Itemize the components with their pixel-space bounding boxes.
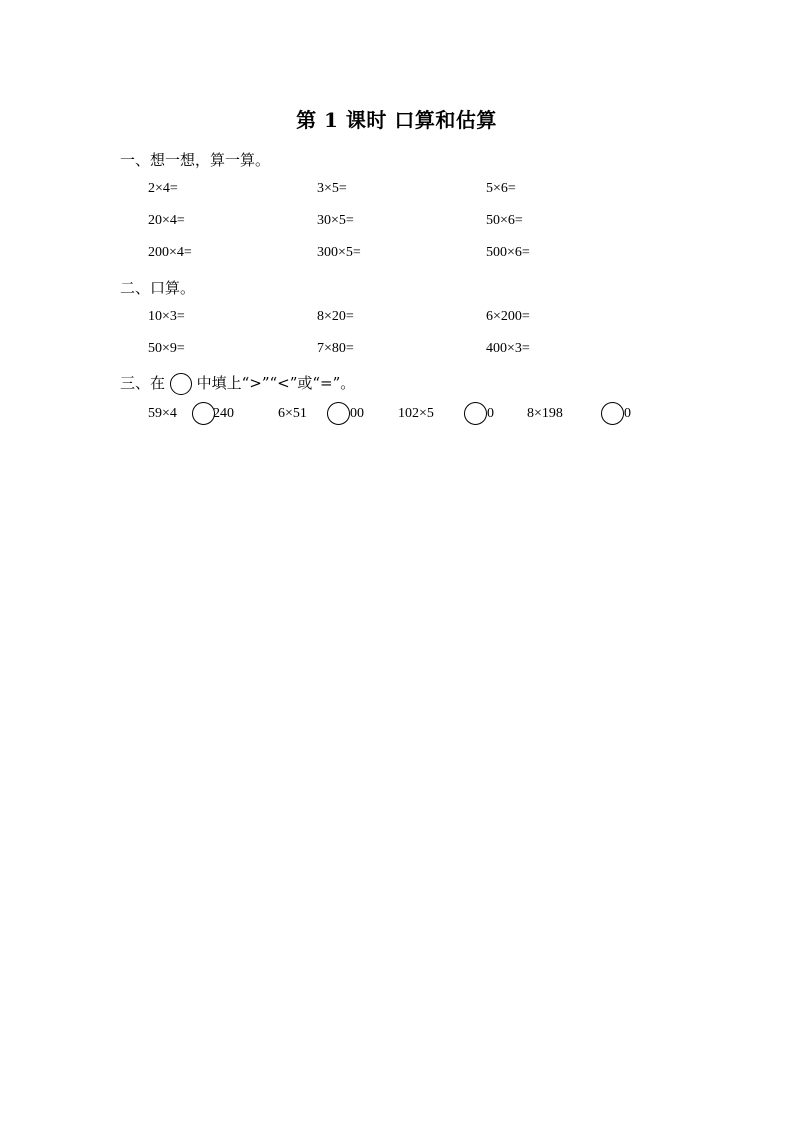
- section3-heading: [120, 372, 355, 395]
- answer-circle-input[interactable]: [327, 402, 350, 425]
- exercise-item: 50×9=: [148, 341, 185, 356]
- section3-heading-prefix: 三、在: [120, 374, 166, 392]
- exercise-item: 7×80=: [317, 341, 354, 356]
- compare-left: 6×51: [278, 406, 307, 421]
- exercise-item: 30×5=: [317, 213, 354, 228]
- compare-left: 102×5: [398, 406, 434, 421]
- exercise-item: 10×3=: [148, 309, 185, 324]
- exercise-item: 6×200=: [486, 309, 530, 324]
- exercise-item: 200×4=: [148, 245, 192, 260]
- exercise-item: 2×4=: [148, 181, 178, 196]
- page-title: 第 1 课时 口算和估算: [296, 108, 497, 132]
- answer-circle-input[interactable]: [464, 402, 487, 425]
- compare-left: 8×198: [527, 406, 563, 421]
- section3-heading-suffix: 中填上“>”“<”或“=”。: [196, 374, 356, 392]
- answer-circle-icon: [170, 373, 192, 395]
- compare-left: 59×4: [148, 406, 177, 421]
- section1-heading: 一、想一想，算一算。: [120, 151, 271, 169]
- section2-heading: 二、口算。: [120, 279, 196, 297]
- compare-right: 00: [350, 406, 364, 421]
- compare-right: 0: [624, 406, 631, 421]
- compare-right: 0: [487, 406, 494, 421]
- answer-circle-input[interactable]: [601, 402, 624, 425]
- exercise-item: 50×6=: [486, 213, 523, 228]
- exercise-item: 8×20=: [317, 309, 354, 324]
- exercise-item: 3×5=: [317, 181, 347, 196]
- exercise-item: 300×5=: [317, 245, 361, 260]
- answer-circle-input[interactable]: [192, 402, 215, 425]
- exercise-item: 400×3=: [486, 341, 530, 356]
- exercise-item: 20×4=: [148, 213, 185, 228]
- exercise-item: 500×6=: [486, 245, 530, 260]
- compare-right: 240: [213, 406, 234, 421]
- exercise-item: 5×6=: [486, 181, 516, 196]
